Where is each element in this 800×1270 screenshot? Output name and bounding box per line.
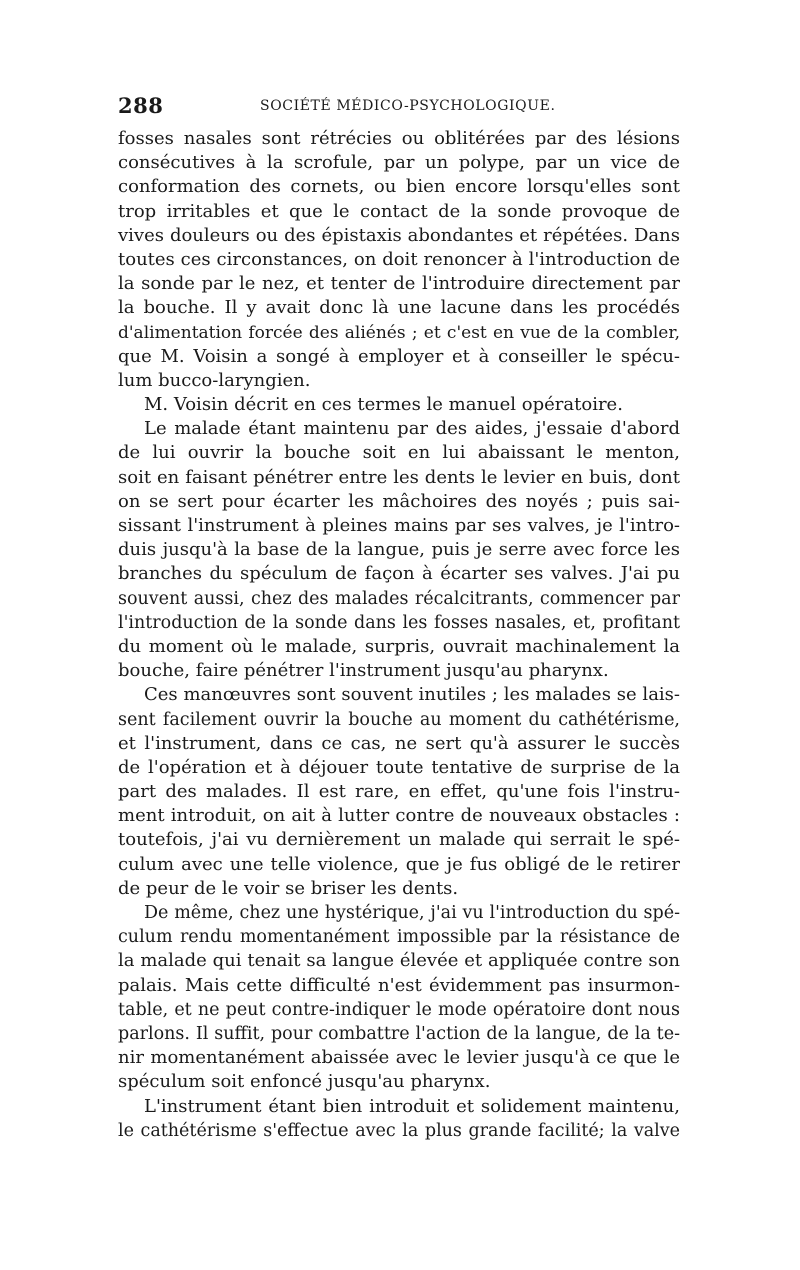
text-line: de peur de le voir se briser les dents. xyxy=(118,877,459,899)
text-line: conformation des cornets, ou bien encore lorsqu'elles sont xyxy=(118,176,680,198)
text-line: De même, chez une hystérique, j'ai vu l'introduction du spé- xyxy=(144,903,680,923)
text-line: Le malade étant maintenu par des aides, j'essaie d'abord xyxy=(144,418,680,440)
text-line: L'instrument étant bien introduit et solidement maintenu, xyxy=(144,1095,680,1117)
running-head: SOCIÉTÉ MÉDICO-PSYCHOLOGIQUE. xyxy=(260,98,556,114)
text-line: vives douleurs ou des épistaxis abondantes et répétées. Dans xyxy=(118,224,680,246)
text-line: l'introduction de la sonde dans les fosses nasales, et, profitant xyxy=(118,612,680,633)
text-line: Ces manœuvres sont souvent inutiles ; les malades se lais- xyxy=(144,684,680,706)
text-line: spéculum soit enfoncé jusqu'au pharynx. xyxy=(118,1071,491,1093)
text-line: table, et ne peut contre-indiquer le mode opératoire dont nous xyxy=(118,999,680,1020)
body-text xyxy=(118,127,680,1143)
text-line: de l'opération et à déjouer toute tentative de surprise de la xyxy=(118,756,680,778)
text-line: culum rendu momentanément impossible par la résistance de xyxy=(118,927,680,948)
text-line: sent facilement ouvrir la bouche au moment du cathétérisme, xyxy=(118,709,680,730)
text-line: ment introduit, on ait à lutter contre de nouveaux obstacles : xyxy=(118,805,680,827)
text-line: culum avec une telle violence, que je fus obligé de le retirer xyxy=(118,853,680,875)
text-line: la sonde par le nez, et tenter de l'introduire directement par xyxy=(118,273,680,295)
text-line: le cathétérisme s'effectue avec la plus grande facilité; la valve xyxy=(118,1120,680,1141)
text-line: et l'instrument, dans ce cas, ne sert qu'à assurer le succès xyxy=(118,732,680,754)
text-line: parlons. Il suffit, pour combattre l'action de la langue, de la te- xyxy=(118,1023,680,1044)
page-header xyxy=(118,93,680,123)
text-line: on se sert pour écarter les mâchoires des noyés ; puis sai- xyxy=(118,490,680,512)
text-line: consécutives à la scrofule, par un polype, par un vice de xyxy=(118,152,680,174)
text-line: de lui ouvrir la bouche soit en lui abaissant le menton, xyxy=(118,442,680,464)
text-line: trop irritables et que le contact de la sonde provoque de xyxy=(118,200,680,222)
text-line: bouche, faire pénétrer l'instrument jusqu'au pharynx. xyxy=(118,660,609,682)
text-line: souvent aussi, chez des malades récalcitrants, commencer par xyxy=(118,588,680,609)
text-line: nir momentanément abaissée avec le levier jusqu'à ce que le xyxy=(118,1047,680,1069)
text-line: lum bucco-laryngien. xyxy=(118,369,311,391)
text-line: part des malades. Il est rare, en effet, qu'une fois l'instru- xyxy=(118,781,680,803)
text-line: du moment où le malade, surpris, ouvrait machinalement la xyxy=(118,635,680,657)
text-line: la bouche. Il y avait donc là une lacune dans les procédés xyxy=(118,297,680,319)
text-line: toutefois, j'ai vu dernièrement un malade qui serrait le spé- xyxy=(118,829,680,851)
text-line: la malade qui tenait sa langue élevée et appliquée contre son xyxy=(118,950,680,972)
text-line: toutes ces circonstances, on doit renoncer à l'introduction de xyxy=(118,248,680,270)
text-line: fosses nasales sont rétrécies ou oblitérées par des lésions xyxy=(118,128,680,149)
text-line: soit en faisant pénétrer entre les dents le levier en buis, dont xyxy=(118,466,680,488)
text-line: duis jusqu'à la base de la langue, puis je serre avec force les xyxy=(118,539,680,561)
text-line: d'alimentation forcée des aliénés ; et c'est en vue de la combler, xyxy=(118,322,680,343)
text-line: palais. Mais cette difficulté n'est évidemment pas insurmon- xyxy=(118,974,680,996)
text-line: que M. Voisin a songé à employer et à conseiller le spécu- xyxy=(118,345,680,367)
text-line: branches du spéculum de façon à écarter ses valves. J'ai pu xyxy=(118,563,680,585)
page-number: 288 xyxy=(118,93,164,118)
text-line: sissant l'instrument à pleines mains par ses valves, je l'intro- xyxy=(118,515,680,536)
text-line: M. Voisin décrit en ces termes le manuel opératoire. xyxy=(144,394,623,416)
